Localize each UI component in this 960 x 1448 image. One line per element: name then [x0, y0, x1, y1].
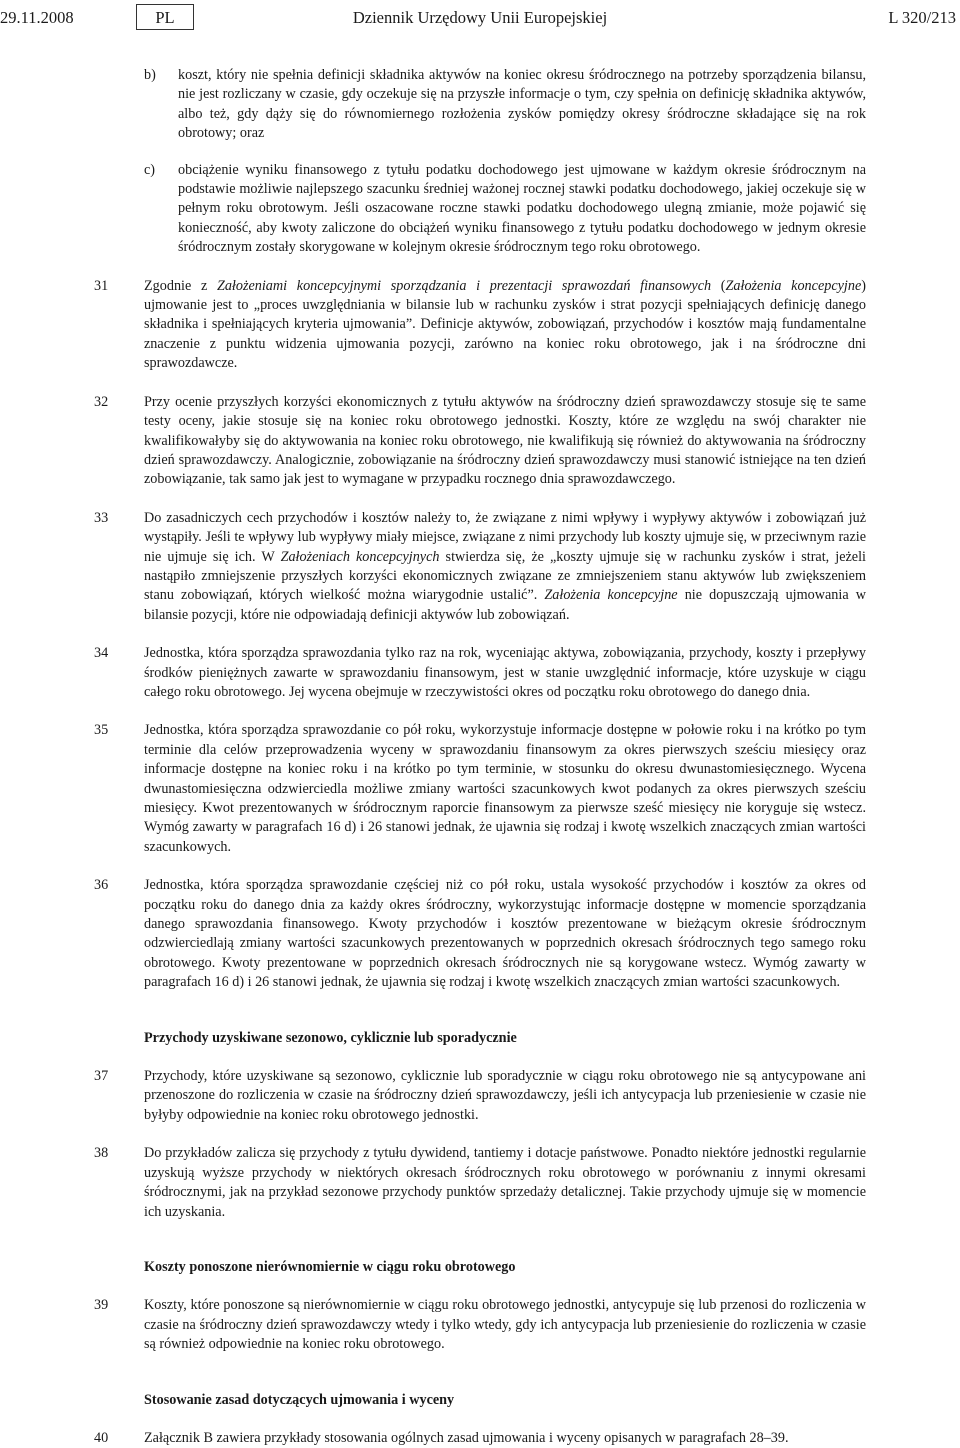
paragraph-text: Jednostka, która sporządza sprawozdania tylko raz na rok, wyceniając aktywa, zobowiązania, przychody, koszty i przepływy środków pieniężnych zawarte w sprawozdaniu finansowym, jest w stanie uwzględnić informacje, które uzyskuje w ciągu całego roku obrotowego. Jej wycena obejmuje w rzeczywistości okres od początku roku obrotowego do danego dnia.	[144, 645, 866, 700]
paragraph-number: 37	[94, 1068, 109, 1085]
text-run: Do zasadniczych cech przychodów i kosztów należy to, że związane z nimi wpływy i wypływy aktywów i zobowiązań już wystąpiły. Jeśli te wpływy lub wypływy miały miejsce, związane z nimi przychody lub koszty ujmuje się, w przeciwnym razie nie ujmuje się ich. W	[144, 509, 866, 565]
subitem-label: c)	[144, 161, 156, 178]
italic-title: Założeniami koncepcyjnymi sporządzania i prezentacji sprawozdań finansowych	[216, 277, 712, 294]
italic-title: Założeniach koncepcyjnych	[280, 548, 440, 565]
paragraph-number: 36	[94, 877, 109, 894]
page-reference: L 320/213	[888, 8, 956, 27]
paragraph-text: Jednostka, która sporządza sprawozdanie co pół roku, wykorzystuje informacje dostępne w połowie roku i na krótko po tym terminie dla celów przeprowadzenia wyceny w sprawozdaniu finansowym za okres pierwszych sześciu miesięcy oraz informacje dostępne na koniec roku i na krótko po tym terminie, w stosunku do okresu dwunastomiesięcznego. Wycena dwunastomiesięczna odzwierciedla możliwe zmiany wartości szacunkowych kwot podanych za okres pierwszych sześciu miesięcy. Kwot prezentowanych w śródrocznym raporcie finansowym za pierwsze sześć miesięcy nie koryguje się wstecz. Wymóg zawarty w paragrafach 16 d) i 26 stanowi jednak, że ujawnia się rodzaj i kwotę wszelkich znaczących zmian wartości szacunkowych.	[144, 722, 866, 855]
paragraph-32	[0, 393, 960, 490]
document-body	[0, 66, 960, 1448]
paragraph-text: Koszty, które ponoszone są nierównomiernie w ciągu roku obrotowego jednostki, antycypuje się lub przenosi do rozliczenia w czasie na śródroczny dzień sprawozdawczy wtedy i tylko wtedy, gdy ich antycypacja lub przeniesienie do rozliczenia w czasie są również odpowiednie na koniec roku obrotowego.	[144, 1297, 866, 1353]
paragraph-39	[0, 1296, 960, 1354]
paragraph-number: 39	[94, 1297, 109, 1314]
paragraph-35	[0, 721, 960, 857]
paragraph-number: 33	[94, 509, 109, 526]
paragraph-number: 40	[94, 1429, 109, 1446]
page-header	[0, 0, 960, 36]
italic-title: Założenia koncepcyjne	[544, 587, 678, 604]
paragraph-38	[0, 1144, 960, 1222]
text-run: ) ujmowanie jest to „proces uwzględniania w bilansie lub w rachunku zysków i strat pozycji spełniających definicję danego składnika i spełniających kryteria ujmowania”. Definicje aktywów, zobowiązań, przychodów i kosztów mają fundamentalne znaczenie z punktu widzenia ujmowania pozycji, zarówno na koniec roku obrotowego, jak i na śródroczne dni sprawozdawcze.	[144, 277, 866, 372]
language-box: PL	[136, 4, 194, 30]
section-heading: Koszty ponoszone nierównomiernie w ciągu roku obrotowego	[144, 1258, 516, 1275]
paragraph-34	[0, 644, 960, 702]
subitem-label: b)	[144, 67, 156, 83]
paragraph-40	[0, 1429, 960, 1448]
paragraph-number: 32	[94, 393, 109, 410]
paragraph-number: 34	[94, 645, 109, 662]
subitem-text: koszt, który nie spełnia definicji składnika aktywów na koniec okresu śródrocznego na potrzeby sporządzenia bilansu, nie jest rozliczany w czasie, gdy oczekuje się na przyszłe informacje o tym, czy spełnia on definicję składnika aktywów, albo też, gdy dąży się do równomiernego rozłożenia zysków pomiędzy okresy śródroczne składające się na rok obrotowy; oraz	[178, 67, 866, 142]
paragraph-36	[0, 876, 960, 992]
paragraph-37	[0, 1067, 960, 1125]
paragraph-31	[0, 277, 960, 374]
journal-title: Dziennik Urzędowy Unii Europejskiej	[352, 8, 608, 27]
section-heading: Stosowanie zasad dotyczących ujmowania i wyceny	[144, 1391, 455, 1408]
paragraph-33	[0, 509, 960, 625]
publication-date: 29.11.2008	[0, 8, 74, 27]
paragraph-text: Przychody, które uzyskiwane są sezonowo, cyklicznie lub sporadycznie w ciągu roku obrotowego nie są antycypowane ani przenoszone do rozliczenia w czasie na śródroczny dzień sprawozdawczy, jeśli ich antycypacja lub przeniesienie w czasie nie byłyby odpowiednie na koniec roku obrotowego jednostki.	[144, 1068, 866, 1123]
paragraph-text: Załącznik B zawiera przykłady stosowania ogólnych zasad ujmowania i wyceny opisanych w paragrafach 28–39.	[144, 1429, 789, 1446]
subitem-c	[0, 161, 960, 258]
subitem-b	[0, 66, 960, 144]
paragraph-number: 35	[94, 722, 109, 739]
paragraph-number: 31	[94, 277, 109, 294]
text-run: Zgodnie z	[144, 277, 217, 294]
text-run: nie dopuszczają ujmowania w bilansie pozycji, które nie odpowiadają definicji aktywów lub zobowiązań.	[144, 587, 866, 623]
text-run: (	[711, 277, 726, 294]
subitem-text: obciążenie wyniku finansowego z tytułu podatku dochodowego jest ujmowane w każdym okresie śródrocznym na podstawie możliwie najlepszego szacunku średniej ważonej rocznej stawki podatku dochodowego, jakiej oczekuje się w pełnym roku obrotowym. Jeśli oszacowane roczne stawki podatku dochodowego ulegną zmianie, może pojawić się konieczność, aby kwoty zaliczone do obciążeń wyniku finansowego z tytułu podatku dochodowego w jednym okresie śródrocznym zostały skorygowane w kolejnym okresie śródrocznym tego roku obrotowego.	[178, 161, 866, 256]
paragraph-text: Jednostka, która sporządza sprawozdanie częściej niż co pół roku, ustala wysokość przychodów i kosztów za okres od początku roku do danego dnia za każdy okres śródroczny, wykorzystując informacje dostępne w momencie sporządzania danego sprawozdania finansowego. Kwoty przychodów i kosztów prezentowane w bieżącym okresie śródrocznym odzwierciedlają zmiany wartości szacunkowych prezentowanych w poprzednich okresach śródrocznych tego samego roku obrotowego. Kwoty prezentowane w poprzednich okresach śródrocznych nie są korygowane wstecz. Wymóg zawarty w paragrafach 16 d) i 26 stanowi jednak, że ujawnia się rodzaj i kwotę wszelkich znaczących zmian wartości szacunkowych.	[144, 877, 866, 991]
section-heading: Przychody uzyskiwane sezonowo, cyklicznie lub sporadycznie	[144, 1029, 517, 1046]
paragraph-text: Przy ocenie przyszłych korzyści ekonomicznych z tytułu aktywów na śródroczny dzień sprawozdawczy stosuje się te same testy oceny, jakie stosuje się na koniec roku obrotowego jednostki. Koszty, które ze względu na swój charakter nie kwalifikowałyby się do aktywowania na koniec roku obrotowego, nie kwalifikują się również do aktywowania na śródroczny dzień sprawozdawczy. Analogicznie, zobowiązanie na śródroczny dzień sprawozdawczy musi stanowić istniejące na ten dzień zobowiązanie, tak samo jak jest to wymagane w przypadku rocznego dnia sprawozdawczego.	[144, 393, 866, 488]
text-run: stwierdza się, że „koszty ujmuje się w rachunku zysków i strat, jeżeli nastąpiło zmniejszenie przyszłych korzyści ekonomicznych związane ze zmniejszeniem stanu aktywów lub zwiększeniem stanu zobowiązań, których wielkość można wiarygodnie ustalić”.	[144, 548, 866, 604]
paragraph-number: 38	[94, 1145, 109, 1162]
italic-title: Założenia koncepcyjne	[725, 277, 862, 294]
paragraph-text: Do przykładów zalicza się przychody z tytułu dywidend, tantiemy i dotacje państwowe. Ponadto niektóre jednostki regularnie uzyskują wyższe przychody w niektórych okresach śródrocznych roku obrotowego w porównaniu z innymi okresami śródrocznymi, jak na przykład sezonowe przychody punktów sprzedaży detalicznej. Takie przychody ujmuje się w momencie ich uzyskania.	[144, 1145, 866, 1220]
